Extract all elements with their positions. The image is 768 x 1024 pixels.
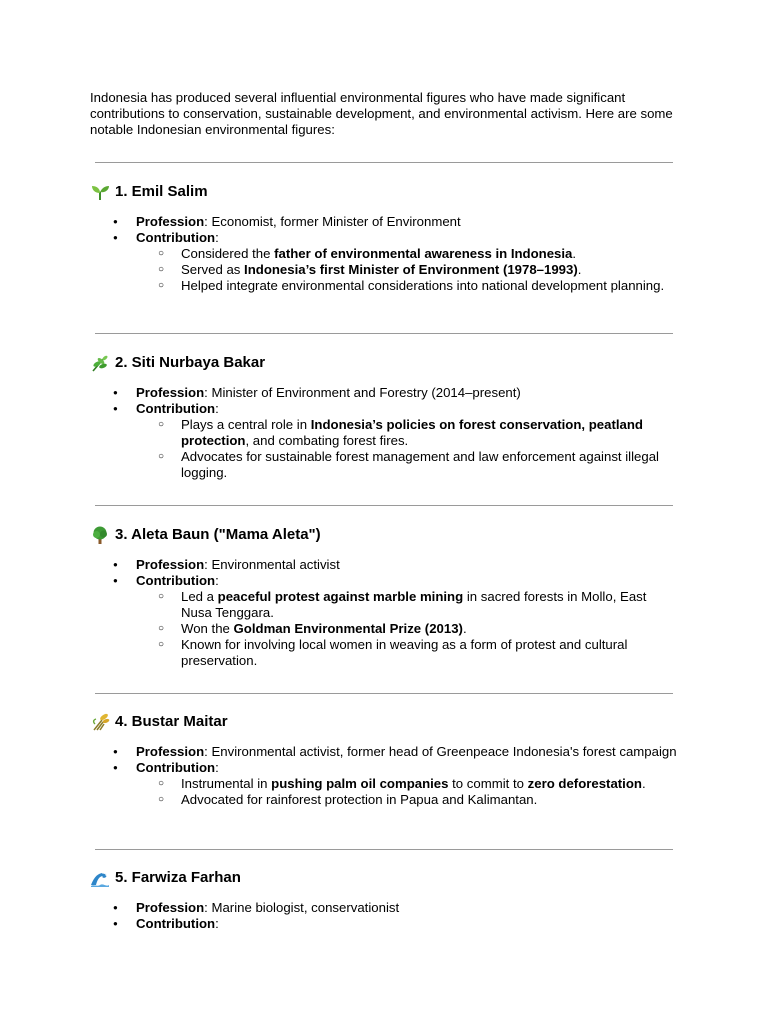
figure-section-siti-nurbaya-bakar — [90, 353, 680, 481]
list-item — [90, 744, 680, 760]
list-item: ● Contribution: ○ Instrumental in pushing palm oil companies to commit to zero deforestation. ○ Advocated for rainforest protection in Papua and Kalimantan. — [90, 760, 680, 808]
contribution-text: Led a — [181, 589, 218, 604]
contribution-list — [136, 776, 680, 808]
contribution-text: Helped integrate environmental considerations into national development planning. — [181, 278, 665, 293]
contribution-item — [136, 792, 680, 808]
profession-value: : Economist, former Minister of Environment — [204, 214, 461, 229]
detail-list — [90, 557, 680, 669]
contribution-list — [136, 246, 680, 294]
section-heading — [90, 525, 680, 545]
profession-label: Profession — [136, 744, 205, 759]
herb-icon — [90, 353, 110, 373]
emphasis-text: father of environmental awareness in Indonesia — [274, 246, 573, 261]
section-heading — [90, 712, 680, 732]
contribution-list — [136, 589, 680, 669]
divider — [95, 505, 673, 506]
figure-section-emil-salim — [90, 182, 680, 294]
contribution-text: , and combating forest fires. — [245, 433, 409, 448]
profession-value: : Minister of Environment and Forestry (2014–present) — [204, 385, 521, 400]
contribution-text: Served as — [181, 262, 245, 277]
list-item — [90, 385, 680, 401]
contribution-item — [136, 449, 680, 481]
section-heading — [90, 182, 680, 202]
contribution-text: Advocates for sustainable forest management and law enforcement against illegal logging. — [181, 449, 659, 480]
detail-list — [90, 214, 680, 294]
emphasis-text: Indonesia’s first Minister of Environment (1978–1993) — [244, 262, 578, 277]
contribution-item — [136, 637, 680, 669]
contribution-text: Considered the — [181, 246, 275, 261]
figure-section-bustar-maitar — [90, 712, 680, 808]
contribution-item — [136, 262, 680, 278]
figure-section-farwiza-farhan — [90, 868, 680, 932]
emphasis-text: pushing palm oil companies — [271, 776, 449, 791]
list-item: ● Contribution: — [90, 916, 680, 932]
section-heading — [90, 353, 680, 373]
list-item: ● Contribution: ○ Considered the father of environmental awareness in Indonesia. ○ Served as Indonesia’s first Minister of Environment (1978–1993). ○ Helped integrate environmental considerations into national development planning. — [90, 230, 680, 294]
divider — [95, 849, 673, 850]
figure-section-aleta-baun — [90, 525, 680, 669]
contribution-text: . — [641, 776, 646, 791]
detail-list — [90, 744, 680, 808]
contribution-text: in sacred forests in Mollo, East Nusa Tenggara. — [181, 589, 647, 620]
sheaf-of-rice-icon — [90, 712, 110, 732]
profession-label: Profession — [136, 900, 205, 915]
emphasis-text: Indonesia’s policies on forest conservation, peatland protection — [181, 417, 643, 448]
contribution-item — [136, 278, 680, 294]
list-item: ● Contribution: ○ Plays a central role in Indonesia’s policies on forest conservation, peatland protection, and combating forest fires. ○ Advocates for sustainable forest management and law enforcement against illegal logging. — [90, 401, 680, 481]
section-title: 3. Aleta Baun ("Mama Aleta") — [115, 526, 321, 543]
contribution-item — [136, 621, 680, 637]
contribution-item — [136, 417, 680, 449]
list-item: ● Contribution: ○ Led a peaceful protest against marble mining in sacred forests in Mollo, East Nusa Tenggara. ○ Won the Goldman Environmental Prize (2013). ○ Known for involving local women in weaving as a form of protest and cultural preservation. — [90, 573, 680, 669]
section-title: 2. Siti Nurbaya Bakar — [115, 354, 266, 371]
section-title: 1. Emil Salim — [115, 183, 208, 200]
profession-value: : Marine biologist, conservationist — [204, 900, 400, 915]
emphasis-text: peaceful protest against marble mining — [217, 589, 464, 604]
contribution-label: Contribution — [136, 916, 216, 931]
contribution-text: Advocated for rainforest protection in Papua and Kalimantan. — [181, 792, 538, 807]
profession-label: Profession — [136, 214, 205, 229]
profession-value: : Environmental activist, former head of Greenpeace Indonesia's forest campaign — [204, 744, 677, 759]
contribution-text: Instrumental in — [181, 776, 272, 791]
seedling-icon — [90, 182, 110, 202]
contribution-item — [136, 776, 680, 792]
tree-icon — [90, 525, 110, 545]
divider — [95, 162, 673, 163]
list-item — [90, 214, 680, 230]
emphasis-text: Goldman Environmental Prize (2013) — [233, 621, 463, 636]
section-heading — [90, 868, 680, 888]
contribution-label: Contribution — [136, 760, 216, 775]
contribution-text: Won the — [181, 621, 234, 636]
list-item — [90, 557, 680, 573]
emphasis-text: zero deforestation — [527, 776, 642, 791]
contribution-text: Plays a central role in — [181, 417, 311, 432]
contribution-list — [136, 417, 680, 481]
divider — [95, 333, 673, 334]
profession-value: : Environmental activist — [204, 557, 340, 572]
contribution-text: . — [577, 262, 582, 277]
contribution-text: . — [572, 246, 577, 261]
contribution-item — [136, 246, 680, 262]
contribution-text: . — [462, 621, 467, 636]
intro-text: Indonesia has produced several influential environmental figures who have made significant contributions to conservation, sustainable development, and environmental activism. Here are some notable Indonesian environmental figures: — [90, 90, 673, 137]
section-title: 5. Farwiza Farhan — [115, 869, 241, 886]
contribution-text: Known for involving local women in weaving as a form of protest and cultural preservation. — [181, 637, 628, 668]
detail-list — [90, 385, 680, 481]
water-wave-icon — [90, 868, 110, 888]
contribution-text: to commit to — [448, 776, 528, 791]
profession-label: Profession — [136, 557, 205, 572]
contribution-label: Contribution — [136, 230, 216, 245]
section-title: 4. Bustar Maitar — [115, 713, 228, 730]
contribution-item — [136, 589, 680, 621]
contribution-label: Contribution — [136, 401, 216, 416]
list-item — [90, 900, 680, 916]
divider — [95, 693, 673, 694]
detail-list — [90, 900, 680, 932]
profession-label: Profession — [136, 385, 205, 400]
contribution-label: Contribution — [136, 573, 216, 588]
intro-paragraph — [90, 90, 680, 138]
